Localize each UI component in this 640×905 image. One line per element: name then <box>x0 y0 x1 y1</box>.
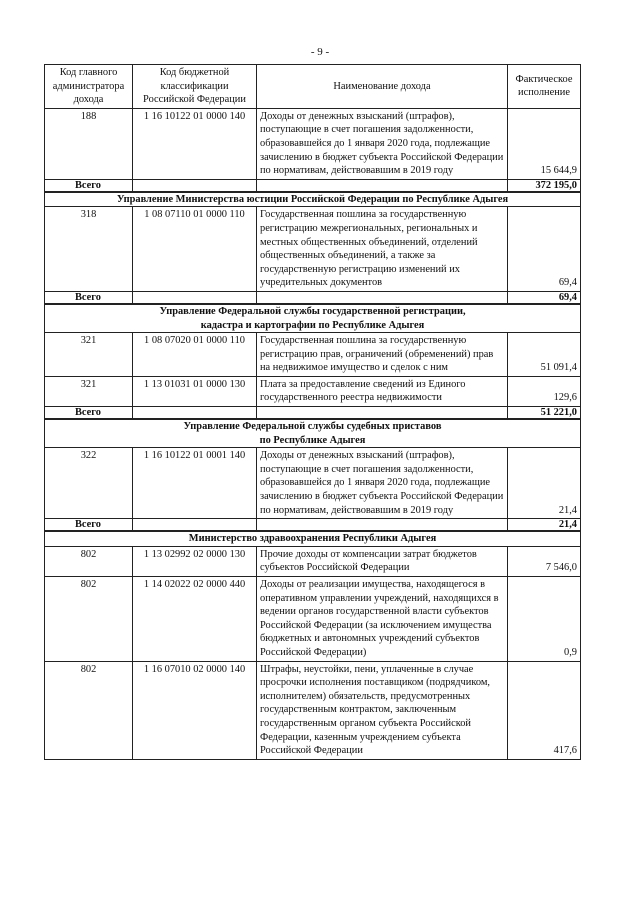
section-row <box>45 304 581 333</box>
budget-code-cell: 1 16 10122 01 0000 140 <box>133 108 257 179</box>
amount-cell: 417,6 <box>508 661 581 759</box>
section-row <box>45 419 581 448</box>
total-label: Всего <box>45 179 133 192</box>
admin-code-cell: 802 <box>45 546 133 576</box>
total-label: Всего <box>45 291 133 304</box>
admin-code-cell: 321 <box>45 376 133 406</box>
budget-code-cell: 1 08 07020 01 0000 110 <box>133 333 257 377</box>
page-number: - 9 - <box>310 46 330 58</box>
amount-cell: 69,4 <box>508 207 581 292</box>
amount-cell: 15 644,9 <box>508 108 581 179</box>
total-row <box>45 407 581 420</box>
table-row <box>45 546 581 576</box>
admin-code-cell: 802 <box>45 577 133 662</box>
section-title: Управление Министерства юстиции Российской Федерации по Республике Адыгея <box>45 192 581 207</box>
total-row <box>45 291 581 304</box>
table-row <box>45 376 581 406</box>
budget-code-cell: 1 16 07010 02 0000 140 <box>133 661 257 759</box>
income-name-cell: Прочие доходы от компенсации затрат бюджетов субъектов Российской Федерации <box>257 546 508 576</box>
income-table <box>44 64 581 760</box>
income-name-cell: Штрафы, неустойки, пени, уплаченные в случае просрочки исполнения поставщиком (подрядчиком, исполнителем) обязательств, предусмотренных государственным контрактом, заключенным государственным органом субъекта Российской Федерации, казенным учреждением субъекта Российской Федерации <box>257 661 508 759</box>
table-row <box>45 207 581 292</box>
header-admin-code: Код главного администратора дохода <box>45 65 133 109</box>
admin-code-cell: 321 <box>45 333 133 377</box>
total-label: Всего <box>45 519 133 532</box>
section-row <box>45 192 581 207</box>
admin-code-cell: 322 <box>45 448 133 519</box>
total-label: Всего <box>45 407 133 420</box>
budget-code-cell: 1 08 07110 01 0000 110 <box>133 207 257 292</box>
amount-cell: 51 091,4 <box>508 333 581 377</box>
income-name-cell: Государственная пошлина за государственную регистрацию прав, ограничений (обременений) прав на недвижимое имущество и сделок с ним <box>257 333 508 377</box>
section-row <box>45 531 581 546</box>
header-income-name: Наименование дохода <box>257 65 508 109</box>
header-budget-code: Код бюджетной классификации Российской Федерации <box>133 65 257 109</box>
income-name-cell: Государственная пошлина за государственную регистрацию межрегиональных, региональных и местных общественных объединений, отделений общественных объединений, а также за государственную регистрацию изменений их учредительных документов <box>257 207 508 292</box>
admin-code-cell: 318 <box>45 207 133 292</box>
amount-cell: 7 546,0 <box>508 546 581 576</box>
budget-code-cell: 1 13 01031 01 0000 130 <box>133 376 257 406</box>
table-header <box>45 65 581 109</box>
budget-code-cell: 1 16 10122 01 0001 140 <box>133 448 257 519</box>
budget-code-cell: 1 14 02022 02 0000 440 <box>133 577 257 662</box>
table-row <box>45 108 581 179</box>
total-amount: 372 195,0 <box>508 179 581 192</box>
total-amount: 69,4 <box>508 291 581 304</box>
amount-cell: 21,4 <box>508 448 581 519</box>
total-row <box>45 179 581 192</box>
budget-code-cell: 1 13 02992 02 0000 130 <box>133 546 257 576</box>
total-amount: 51 221,0 <box>508 407 581 420</box>
amount-cell: 129,6 <box>508 376 581 406</box>
section-title: Министерство здравоохранения Республики Адыгея <box>45 531 581 546</box>
income-name-cell: Доходы от денежных взысканий (штрафов), поступающие в счет погашения задолженности, образовавшейся до 1 января 2020 года, подлежащие зачислению в бюджет субъекта Российской Федерации по нормативам, действовавшим в 2019 году <box>257 448 508 519</box>
admin-code-cell: 802 <box>45 661 133 759</box>
section-title: Управление Федеральной службы судебных приставов по Республике Адыгея <box>45 419 581 448</box>
admin-code-cell: 188 <box>45 108 133 179</box>
amount-cell: 0,9 <box>508 577 581 662</box>
header-actual: Фактическое исполнение <box>508 65 581 109</box>
table-row <box>45 448 581 519</box>
total-row <box>45 519 581 532</box>
table-row <box>45 333 581 377</box>
income-name-cell: Доходы от реализации имущества, находящегося в оперативном управлении учреждений, находящихся в ведении органов государственной власти субъектов Российской Федерации (за исключением имущества бюджетных и автономных учреждений субъектов Российской Федерации) <box>257 577 508 662</box>
income-name-cell: Доходы от денежных взысканий (штрафов), поступающие в счет погашения задолженности, образовавшейся до 1 января 2020 года, подлежащие зачислению в бюджет субъекта Российской Федерации по нормативам, действовавшим в 2019 году <box>257 108 508 179</box>
total-amount: 21,4 <box>508 519 581 532</box>
section-title: Управление Федеральной службы государственной регистрации, кадастра и картографии по Республике Адыгея <box>45 304 581 333</box>
table-row <box>45 661 581 759</box>
table-row <box>45 577 581 662</box>
income-name-cell: Плата за предоставление сведений из Единого государственного реестра недвижимости <box>257 376 508 406</box>
